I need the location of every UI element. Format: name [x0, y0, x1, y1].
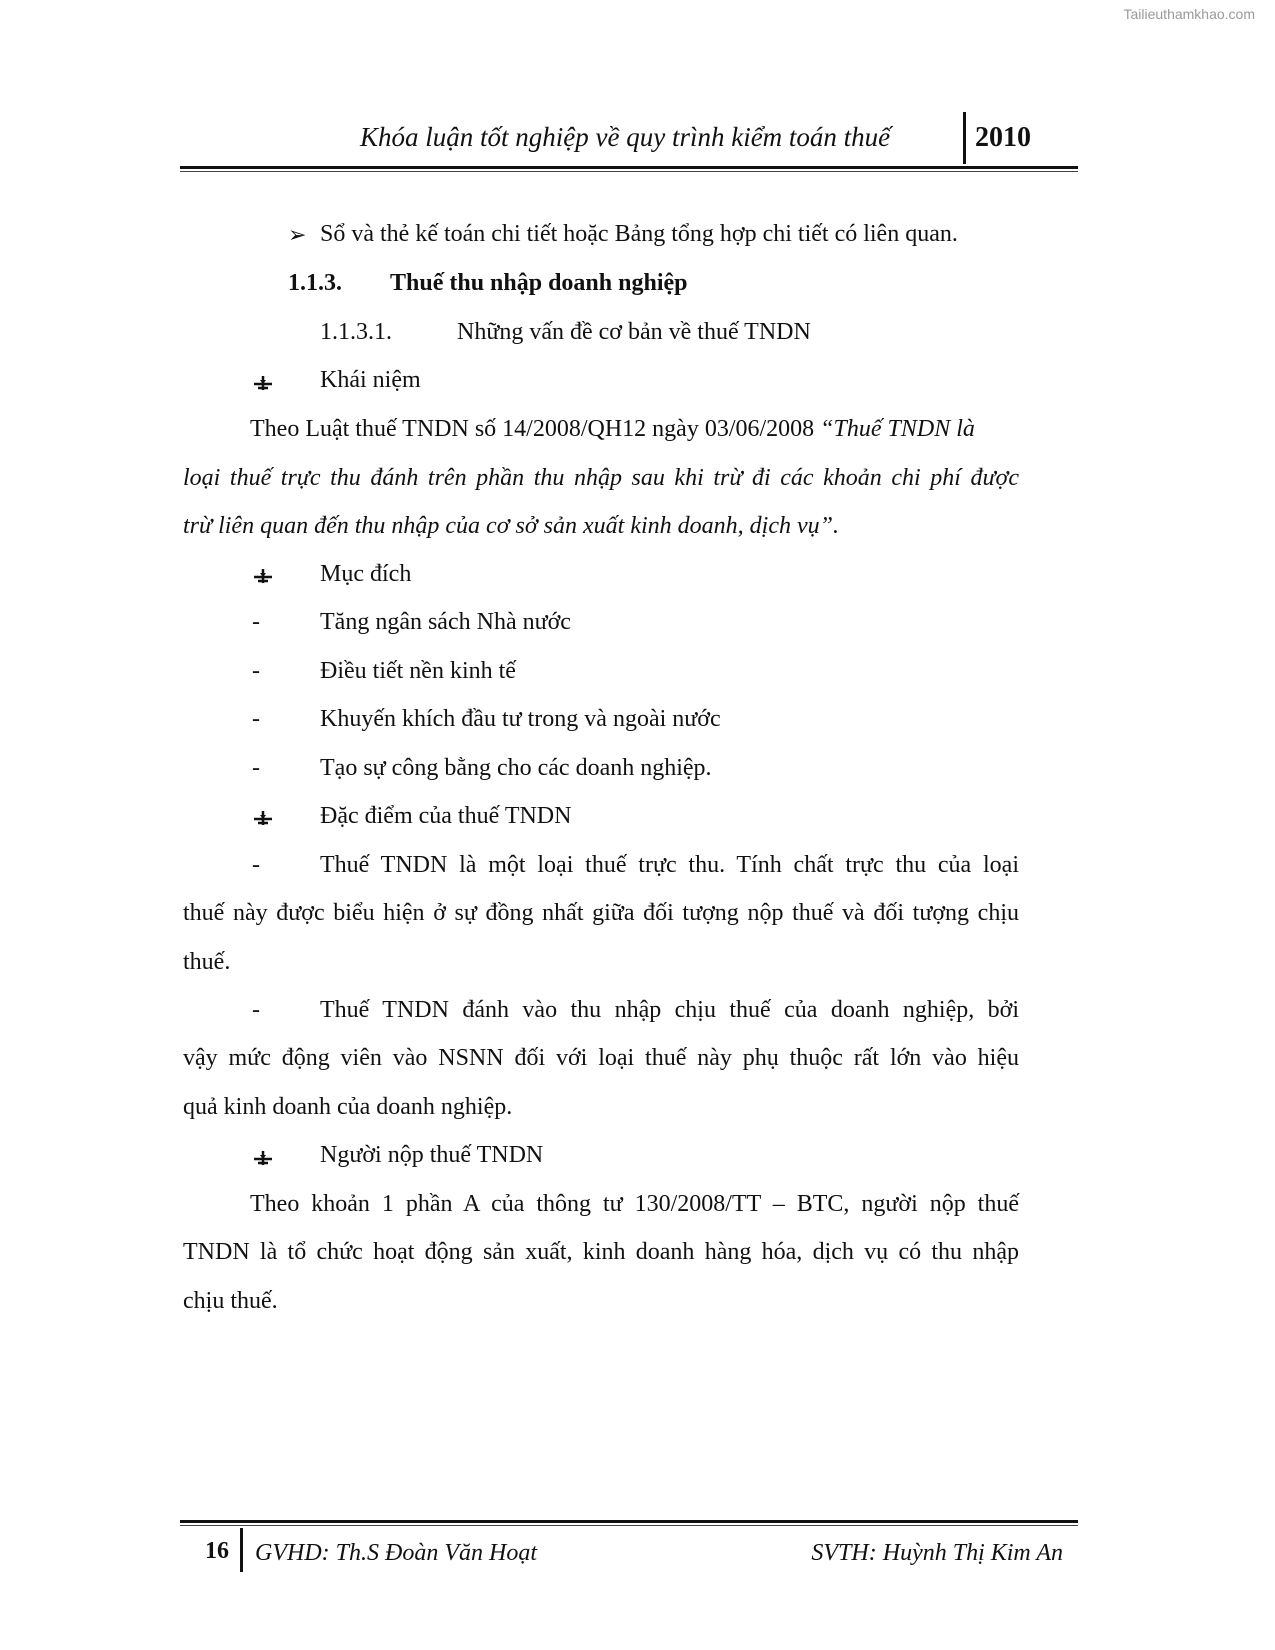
dash-bullet: -: [252, 755, 260, 781]
page-number: 16: [205, 1538, 229, 1564]
paragraph-text: TNDN là tổ chức hoạt động sản xuất, kinh doanh hàng hóa, dịch vụ có thu nhập: [183, 1239, 1019, 1265]
pin-bullet-icon: [252, 809, 274, 827]
paragraph-text: vậy mức động viên vào NSNN đối với loại thuế này phụ thuộc rất lớn vào hiệu: [183, 1045, 1019, 1071]
sub-heading-concept: Khái niệm: [320, 367, 421, 393]
sub-heading-taxpayer: Người nộp thuế TNDN: [320, 1142, 544, 1168]
quote-text-span: “Thuế TNDN là: [820, 416, 975, 442]
arrow-bullet-icon: ➢: [288, 222, 307, 247]
header-title: Khóa luận tốt nghiệp về quy trình kiểm toán thuế: [360, 122, 891, 152]
subsection-title: Những vấn đề cơ bản về thuế TNDN: [457, 319, 811, 345]
paragraph-text: Thuế TNDN là một loại thuế trực thu. Tính chất trực thu của loại: [320, 852, 1019, 878]
header-divider: [963, 112, 966, 164]
dash-bullet: -: [252, 609, 260, 635]
paragraph-text: [250, 416, 975, 443]
paragraph-text: Thuế TNDN đánh vào thu nhập chịu thuế của doanh nghiệp, bởi: [320, 997, 1019, 1023]
sub-heading-features: Đặc điểm của thuế TNDN: [320, 803, 572, 829]
list-item-text: Khuyến khích đầu tư trong và ngoài nước: [320, 706, 721, 732]
list-item-text: Tăng ngân sách Nhà nước: [320, 609, 571, 635]
paragraph-text: quả kinh doanh của doanh nghiệp.: [183, 1094, 513, 1120]
list-item-text: Sổ và thẻ kế toán chi tiết hoặc Bảng tổng hợp chi tiết có liên quan.: [320, 221, 958, 247]
pin-bullet-icon: [252, 1149, 274, 1167]
footer-rule: [180, 1520, 1078, 1523]
pin-bullet-icon: [252, 374, 274, 392]
paragraph-text: thuế.: [183, 949, 231, 975]
list-item-text: Điều tiết nền kinh tế: [320, 658, 516, 684]
footer-divider: [240, 1528, 243, 1572]
header-rule: [180, 166, 1078, 169]
section-title: Thuế thu nhập doanh nghiệp: [390, 270, 688, 296]
dash-bullet: -: [252, 852, 260, 878]
paragraph-text-span: Theo Luật thuế TNDN số 14/2008/QH12 ngày 03/06/2008: [250, 416, 821, 442]
header-rule-thin: [180, 171, 1078, 172]
quote-text: loại thuế trực thu đánh trên phần thu nhập sau khi trừ đi các khoản chi phí được: [183, 465, 1019, 491]
dash-bullet: -: [252, 706, 260, 732]
footer-student: SVTH: Huỳnh Thị Kim An: [811, 1540, 1063, 1566]
section-number: 1.1.3.: [288, 270, 342, 296]
paragraph-text: Theo khoản 1 phần A của thông tư 130/2008/TT – BTC, người nộp thuế: [250, 1191, 1019, 1217]
footer-rule-thin: [180, 1525, 1078, 1526]
quote-text: trừ liên quan đến thu nhập của cơ sở sản xuất kinh doanh, dịch vụ”.: [183, 513, 839, 539]
pin-bullet-icon: [252, 567, 274, 585]
dash-bullet: -: [252, 997, 260, 1023]
dash-bullet: -: [252, 658, 260, 684]
header-year: 2010: [975, 122, 1031, 153]
footer-advisor: GVHD: Th.S Đoàn Văn Hoạt: [255, 1540, 537, 1566]
list-item-text: Tạo sự công bằng cho các doanh nghiệp.: [320, 755, 712, 781]
watermark: Tailieuthamkhao.com: [1123, 6, 1255, 22]
subsection-number: 1.1.3.1.: [320, 319, 392, 345]
paragraph-text: thuế này được biểu hiện ở sự đồng nhất giữa đối tượng nộp thuế và đối tượng chịu: [183, 900, 1019, 926]
paragraph-text: chịu thuế.: [183, 1288, 278, 1314]
sub-heading-purpose: Mục đích: [320, 561, 412, 587]
